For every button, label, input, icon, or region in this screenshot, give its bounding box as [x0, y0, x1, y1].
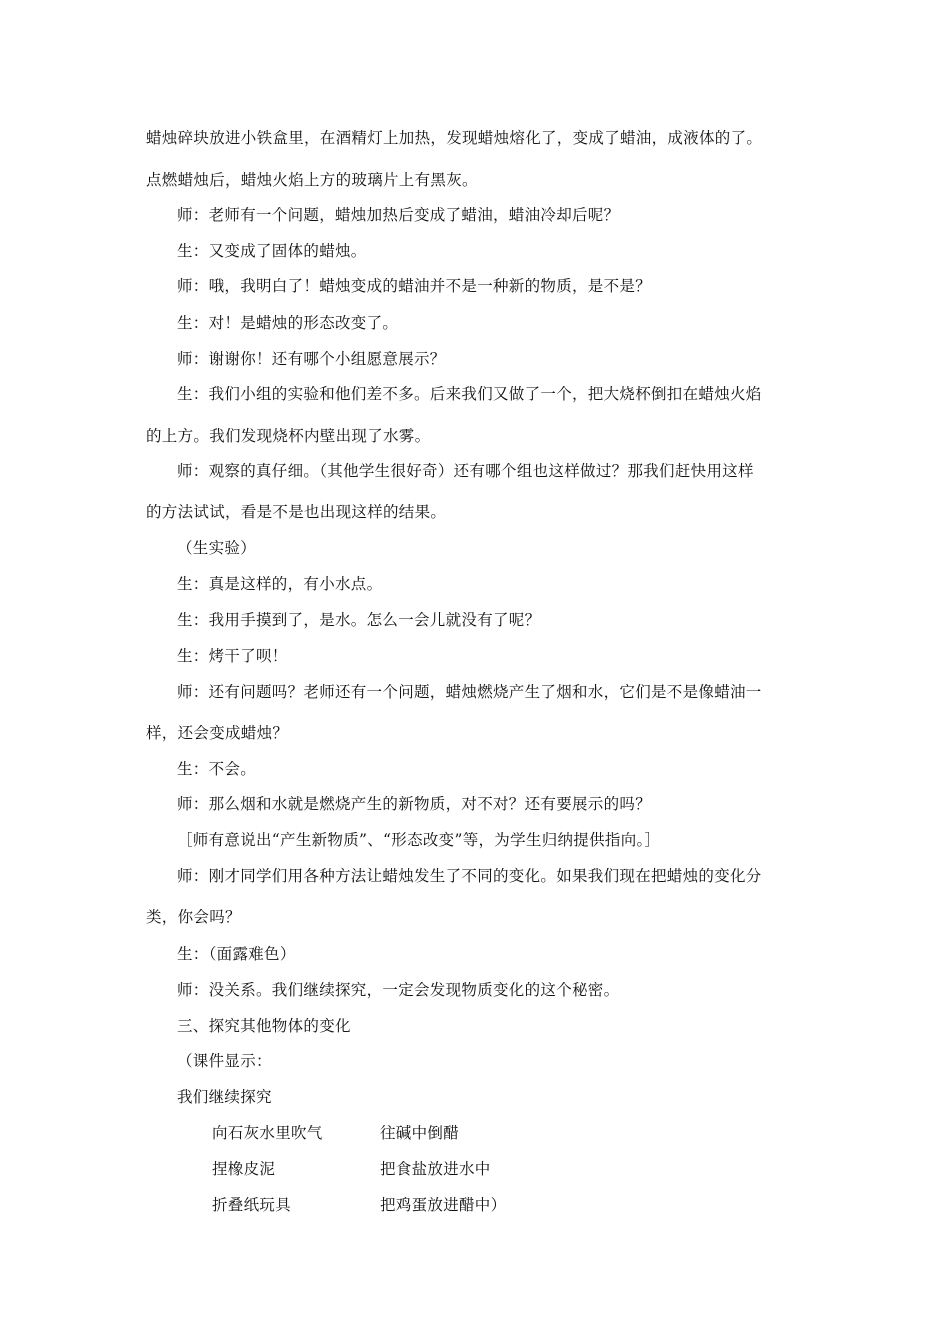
dialogue-line: 生：不会。: [177, 760, 257, 778]
section-heading: 三、探究其他物体的变化: [177, 1017, 351, 1035]
paragraph-line: 的方法试试，看是不是也出现这样的结果。: [146, 503, 447, 521]
dialogue-line: 师：哦，我明白了！蜡烛变成的蜡油并不是一种新的物质，是不是？: [177, 277, 652, 295]
teaching-note: ［师有意说出“产生新物质”、“形态改变”等，为学生归纳提供指向。］: [177, 831, 661, 849]
dialogue-line: 生：我用手摸到了，是水。怎么一会儿就没有了呢？: [177, 611, 541, 629]
activity-item: 捏橡皮泥: [212, 1160, 276, 1178]
courseware-title: 我们继续探究: [177, 1088, 272, 1106]
paragraph-line: 样，还会变成蜡烛？: [146, 724, 289, 742]
paragraph-line: 点燃蜡烛后，蜡烛火焰上方的玻璃片上有黑灰。: [146, 171, 478, 189]
dialogue-line: 生：烤干了呗！: [177, 647, 288, 665]
courseware-note: （课件显示：: [177, 1052, 272, 1070]
paragraph-line: 的上方。我们发现烧杯内壁出现了水雾。: [146, 427, 431, 445]
dialogue-line: 生：真是这样的，有小水点。: [177, 575, 383, 593]
dialogue-line: 师：没关系。我们继续探究，一定会发现物质变化的这个秘密。: [177, 981, 620, 999]
dialogue-line: 生：（面露难色）: [177, 945, 296, 963]
activity-item: 折叠纸玩具: [212, 1196, 292, 1214]
paragraph-line: 蜡烛碎块放进小铁盒里，在酒精灯上加热，发现蜡烛熔化了，变成了蜡油，成液体的了。: [146, 129, 763, 147]
stage-direction: （生实验）: [177, 539, 257, 557]
dialogue-line: 师：还有问题吗？老师还有一个问题，蜡烛燃烧产生了烟和水，它们是不是像蜡油一: [177, 683, 762, 701]
dialogue-line: 师：观察的真仔细。（其他学生很好奇）还有哪个组也这样做过？那我们赶快用这样: [177, 462, 754, 480]
dialogue-line: 师：老师有一个问题，蜡烛加热后变成了蜡油，蜡油冷却后呢？: [177, 206, 620, 224]
dialogue-line: 师：那么烟和水就是燃烧产生的新物质，对不对？还有要展示的吗？: [177, 795, 652, 813]
activity-item: 向石灰水里吹气: [212, 1124, 323, 1142]
dialogue-line: 生：我们小组的实验和他们差不多。后来我们又做了一个，把大烧杯倒扣在蜡烛火焰: [177, 385, 762, 403]
activity-item: 把食盐放进水中: [380, 1160, 491, 1178]
activity-item: 把鸡蛋放进醋中）: [380, 1196, 507, 1214]
activity-item: 往碱中倒醋: [380, 1124, 460, 1142]
dialogue-line: 生：对！是蜡烛的形态改变了。: [177, 314, 399, 332]
dialogue-line: 师：刚才同学们用各种方法让蜡烛发生了不同的变化。如果我们现在把蜡烛的变化分: [177, 867, 762, 885]
paragraph-line: 类，你会吗？: [146, 908, 241, 926]
dialogue-line: 生：又变成了固体的蜡烛。: [177, 242, 367, 260]
dialogue-line: 师：谢谢你！还有哪个小组愿意展示？: [177, 350, 446, 368]
